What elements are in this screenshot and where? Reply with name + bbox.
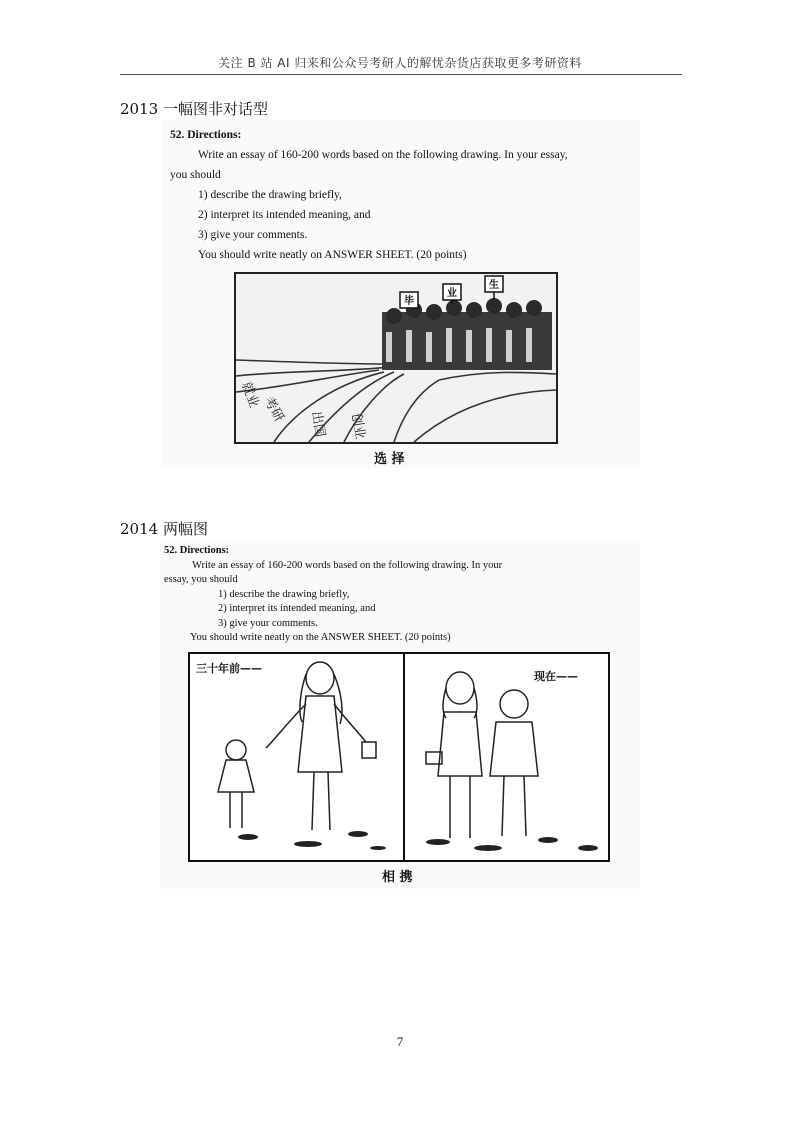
directions-heading: 52. Directions: (170, 129, 242, 141)
figure-caption-2013: 选 择 (374, 452, 405, 467)
sign-label: 业 (447, 288, 457, 299)
figure-caption-2014: 相 携 (382, 870, 413, 885)
directions-line: 1) describe the drawing briefly, (198, 189, 342, 201)
panel-label-right: 现在—— (534, 670, 578, 683)
directions-line: you should (170, 169, 221, 181)
choice-illustration (234, 272, 558, 444)
road-label: 考研 (260, 394, 287, 425)
directions-line: You should write neatly on ANSWER SHEET. (20 points) (198, 249, 467, 261)
directions-heading: 52. Directions: (164, 545, 230, 556)
page-header: 关注 B 站 AI 归来和公众号考研人的解忧杂货店获取更多考研资料 (218, 56, 582, 70)
directions-line: essay, you should (164, 574, 238, 585)
directions-2014 (164, 544, 502, 646)
directions-2013 (170, 125, 568, 265)
header-rule (120, 74, 682, 75)
road-label: 出国 (308, 410, 328, 439)
directions-line: 3) give your comments. (218, 617, 318, 629)
directions-line: You should write neatly on the ANSWER SHEET. (20 points) (190, 632, 451, 643)
directions-line: 3) give your comments. (198, 229, 308, 241)
section-title-2013: 2013 一幅图非对话型 (120, 100, 268, 118)
road-label: 创业 (348, 412, 368, 441)
walking-together-illustration (188, 652, 610, 862)
directions-line: 1) describe the drawing briefly, (218, 588, 350, 600)
directions-line: 2) interpret its intended meaning, and (218, 603, 376, 614)
sign-label: 生 (489, 280, 499, 291)
directions-line: Write an essay of 160-200 words based on the following drawing. In your (192, 559, 503, 571)
sign-label: 毕 (404, 296, 414, 307)
panel-label-left: 三十年前—— (196, 662, 262, 675)
page-number: 7 (396, 1034, 404, 1049)
directions-line: Write an essay of 160-200 words based on the following drawing. In your essay, (198, 149, 568, 161)
road-label: 就业 (238, 380, 262, 410)
directions-line: 2) interpret its intended meaning, and (198, 209, 371, 221)
section-title-2014: 2014 两幅图 (120, 520, 208, 538)
